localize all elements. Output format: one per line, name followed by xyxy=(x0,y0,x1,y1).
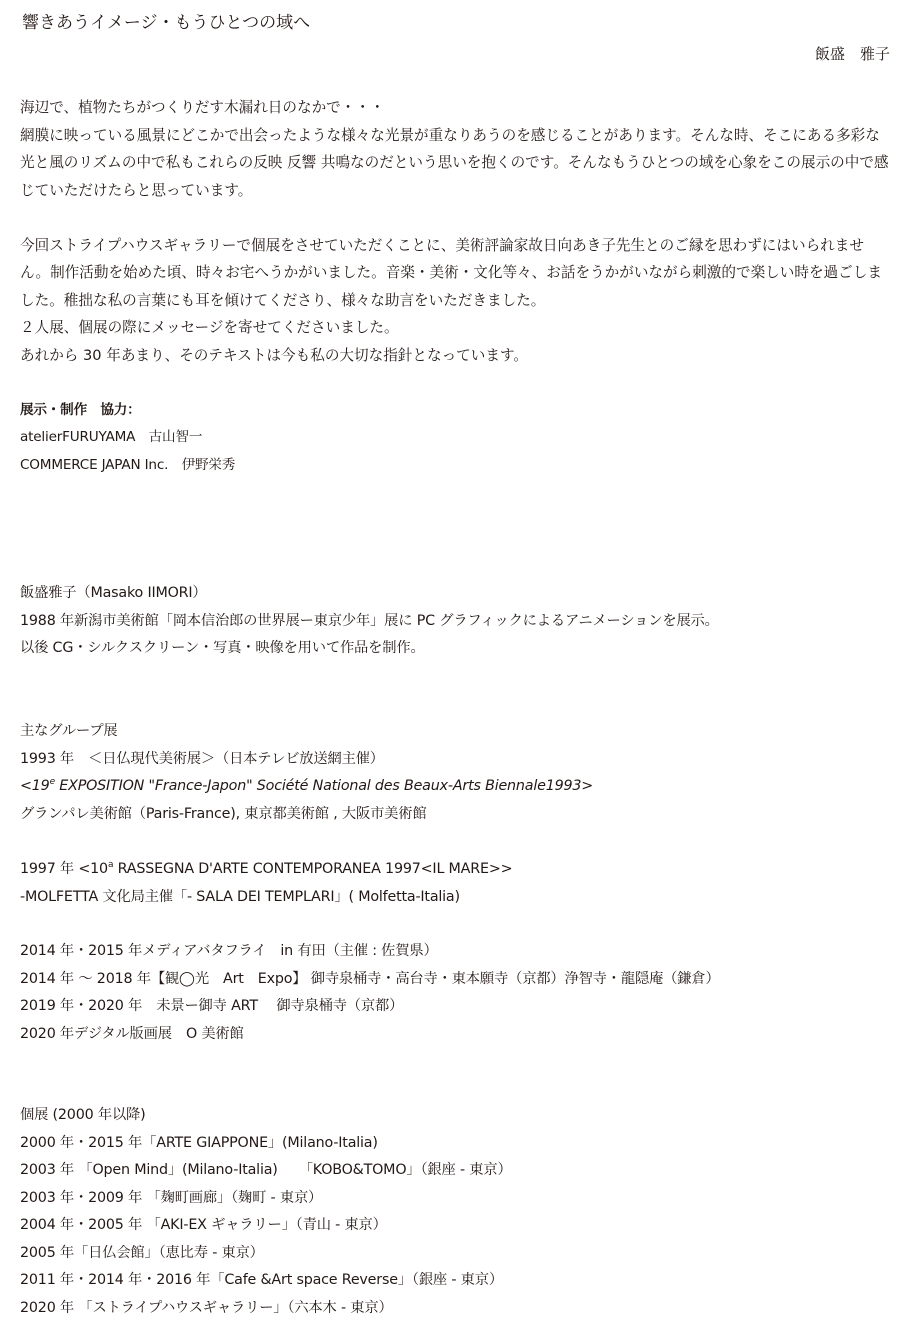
solo-show-line: 2004 年・2005 年 「AKI-EX ギャラリー」（青山 - 東京） xyxy=(20,1217,387,1233)
artist-name: 飯盛雅子（Masako IIMORI） xyxy=(20,585,207,601)
intro-paragraph-2-line-3: あれから 30 年あまり、そのテキストは今も私の大切な指針となっています。 xyxy=(20,346,528,364)
intro-paragraph-1: 網膜に映っている風景にどこかで出会ったような様々な光景が重なりあうのを感じることがあります。そんな時、そこにある多彩な光と風のリズムの中で私もこれらの反映 反響 共鳴なのだという思いを抱くのです。そんなもうひとつの域を心象をこの展示の中で感じていただけたらと思っています。 xyxy=(20,126,889,199)
text-fragment: <19 xyxy=(20,778,50,794)
group-shows-section xyxy=(20,718,892,828)
page-title: 響きあうイメージ・もうひとつの域へ xyxy=(22,13,311,33)
intro-text xyxy=(20,94,892,369)
superscript: a xyxy=(107,860,114,870)
profile-section xyxy=(20,580,892,663)
profile-line: 1988 年新潟市美術館「岡本信治郎の世界展ー東京少年」展に PC グラフィックによるアニメーションを展示。 xyxy=(20,612,719,629)
intro-paragraph-2: 今回ストライプハウスギャラリーで個展をさせていただくことに、美術評論家故日向あき子先生とのご縁を思わずにはいられません。制作活動を始めた頃、時々お宅へうかがいました。音楽・美術・文化等々、お話をうかがいながら刺激的で楽しい時を過ごしました。稚拙な私の言葉にも耳を傾けてくださり、様々な助言をいただきました。 xyxy=(20,236,882,309)
solo-show-line: 2003 年 「Open Mind」(Milano-Italia) 「KOBO&TOMO」（銀座 - 東京） xyxy=(20,1162,512,1178)
intro-paragraph-2-line-2: ２人展、個展の際にメッセージを寄せてくださいました。 xyxy=(20,319,399,336)
group-show-line: グランパレ美術館（Paris-France), 東京都美術館 , 大阪市美術館 xyxy=(20,805,427,822)
group-show-line: 2019 年・2020 年 未景ー御寺 ART 御寺泉桶寺（京都） xyxy=(20,998,404,1014)
text-fragment: EXPOSITION "France-Japon" Société National des Beaux-Arts Biennale1993> xyxy=(54,778,594,794)
group-show-line: 1993 年 ＜日仏現代美術展＞（日本テレビ放送網主催） xyxy=(20,750,384,767)
credits-section xyxy=(20,397,892,479)
intro-paragraph-1-line-1: 海辺で、植物たちがつくりだす木漏れ日のなかで・・・ xyxy=(20,99,385,116)
solo-shows-heading: 個展 (2000 年以降) xyxy=(20,1107,146,1123)
group-show-line: 2020 年デジタル版画展 O 美術館 xyxy=(20,1025,244,1042)
group-shows-heading: 主なグループ展 xyxy=(20,723,118,739)
solo-show-line: 2020 年 「ストライプハウスギャラリー」（六本木 - 東京） xyxy=(20,1299,393,1316)
group-shows-recent xyxy=(20,938,892,1048)
text-fragment: RASSEGNA D'ARTE CONTEMPORANEA 1997<IL MARE>> xyxy=(113,861,513,877)
solo-show-line: 2005 年「日仏会館」（恵比寿 - 東京） xyxy=(20,1244,264,1261)
paragraph-gap xyxy=(20,204,892,232)
credits-heading: 展示・制作 協力： xyxy=(20,402,141,418)
solo-show-line: 2011 年・2014 年・2016 年「Cafe &Art space Reverse」（銀座 - 東京） xyxy=(20,1272,503,1288)
group-show-line xyxy=(20,773,892,801)
group-show-line xyxy=(20,856,892,884)
group-show-line: -MOLFETTA 文化局主催「- SALA DEI TEMPLARI」( Molfetta-Italia) xyxy=(20,888,460,905)
solo-show-line: 2003 年・2009 年 「麹町画廊」（麹町 - 東京） xyxy=(20,1189,323,1206)
author-name: 飯盛 雅子 xyxy=(814,45,890,63)
text-fragment: 1997 年 <10 xyxy=(20,861,108,877)
solo-shows-section xyxy=(20,1102,892,1322)
group-show-line: 2014 年・2015 年メディアバタフライ in 有田（主催 : 佐賀県） xyxy=(20,943,438,959)
superscript: e xyxy=(49,777,55,787)
group-shows-1997 xyxy=(20,856,892,911)
profile-line: 以後 CG・シルクスクリーン・写真・映像を用いて作品を制作。 xyxy=(20,640,425,656)
credit-line: atelierFURUYAMA 古山智一 xyxy=(20,429,203,446)
solo-show-line: 2000 年・2015 年「ARTE GIAPPONE」(Milano-Italia) xyxy=(20,1134,378,1151)
credit-line: COMMERCE JAPAN Inc. 伊野栄秀 xyxy=(20,456,236,473)
group-show-line: 2014 年 〜 2018 年【観◯光 Art Expo】 御寺泉桶寺・高台寺・東本願寺（京都）浄智寺・龍隠庵（鎌倉） xyxy=(20,970,720,987)
